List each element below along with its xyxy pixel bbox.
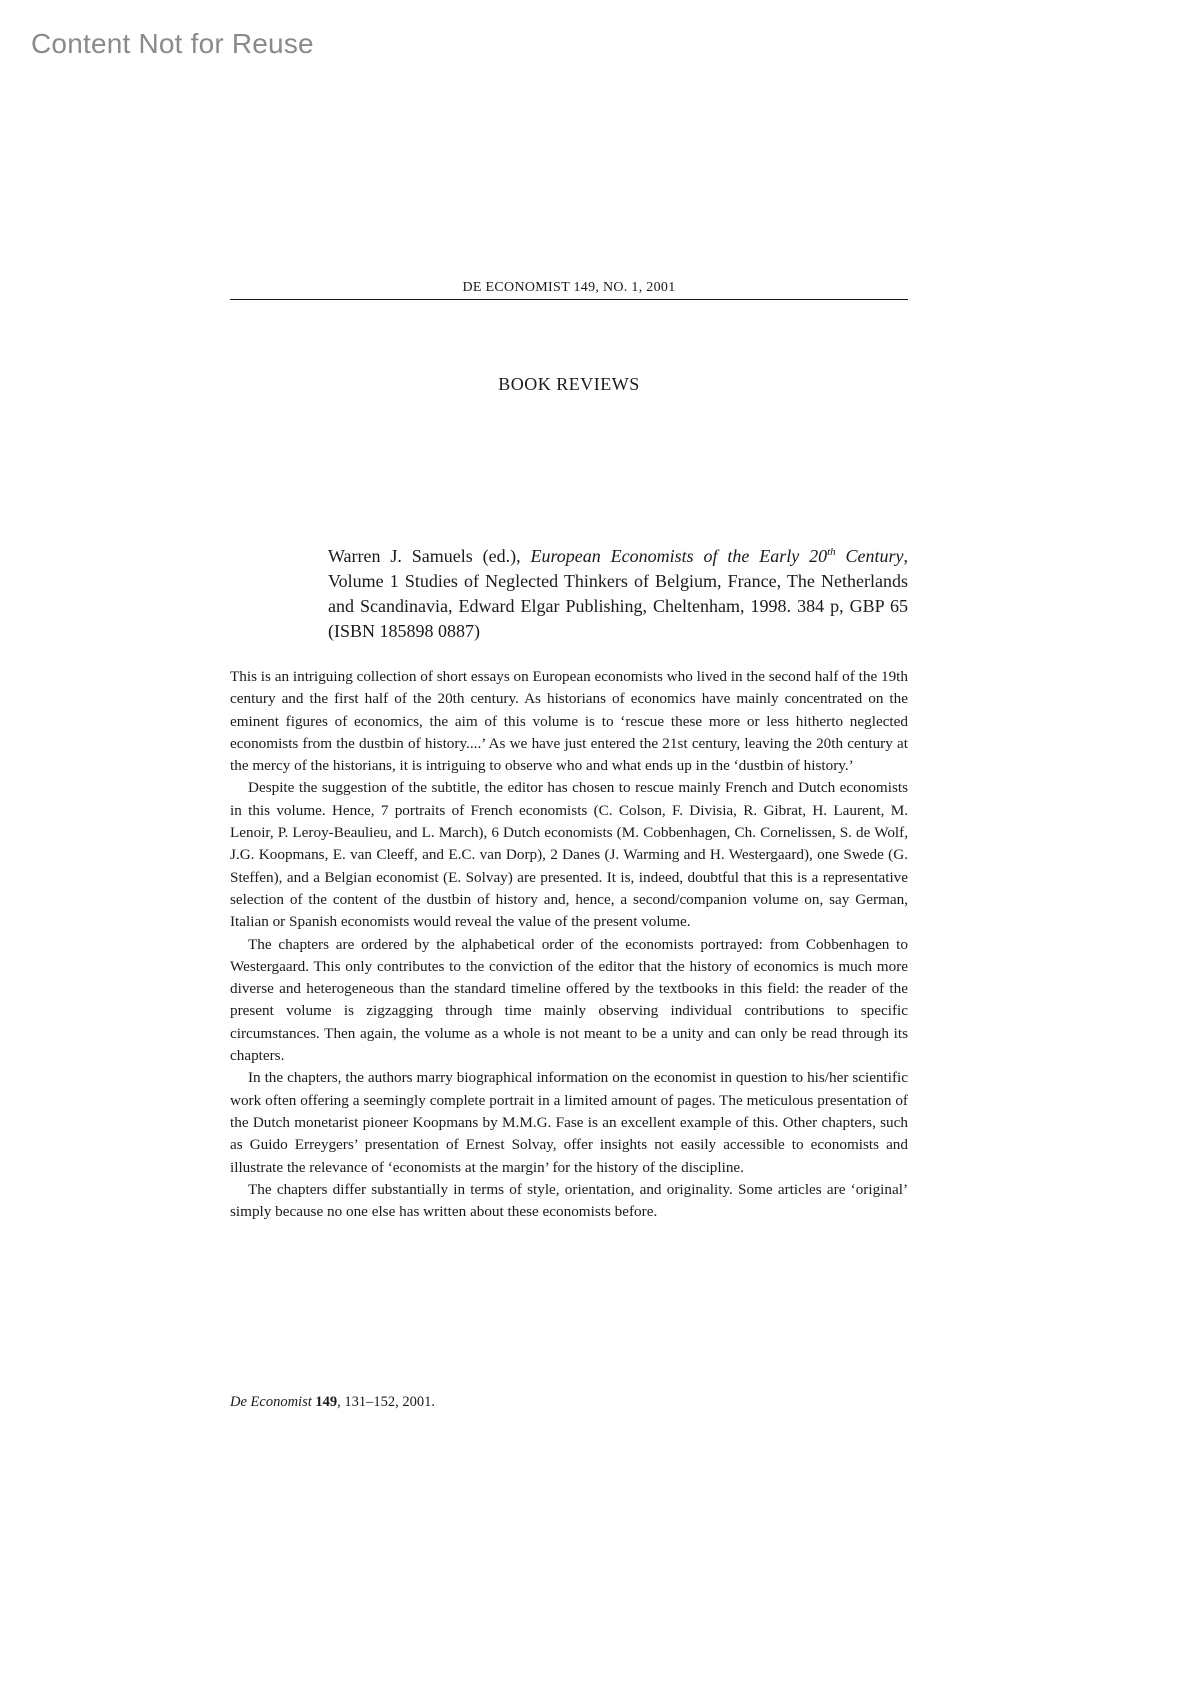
page-footer (230, 1394, 435, 1411)
paragraph-1: This is an intriguing collection of short essays on European economists who lived in the second half of the 19th century and the first half of the 20th century. As historians of economics have mainly concentrated on the eminent figures of economics, the aim of this volume is to ‘rescue these more or less hitherto neglected economists from the dustbin of history....’ As we have just entered the 21st century, leaving the 20th century at the mercy of the historians, it is intriguing to observe who and what ends up in the ‘dustbin of history.’ (230, 668, 908, 775)
citation-title-superscript: th (827, 546, 836, 558)
paragraph-2: Despite the suggestion of the subtitle, the editor has chosen to rescue mainly French and Dutch economists in this volume. Hence, 7 portraits of French economists (C. Colson, F. Divisia, R. Gibrat, H. Laurent, M. Lenoir, P. Leroy-Beaulieu, and L. March), 6 Dutch economists (M. Cobbenhagen, Ch. Cornelissen, S. de Wolf, J.G. Koopmans, E. van Cleeff, and E.C. van Dorp), 2 Danes (J. Warming and H. Westergaard), one Swede (G. Steffen), and a Belgian economist (E. Solvay) are presented. It is, indeed, doubtful that this is a representative selection of the content of the dustbin of history and, hence, a second/companion volume on, say German, Italian or Spanish economists would reveal the value of the present volume. (230, 779, 908, 931)
watermark: Content Not for Reuse (31, 28, 314, 59)
running-header: DE ECONOMIST 149, NO. 1, 2001 (230, 280, 908, 300)
citation-title: European Economists of the Early 20th Century (530, 546, 904, 566)
review-body (230, 666, 908, 1223)
paragraph-5: The chapters differ substantially in terms of style, orientation, and originality. Some articles are ‘original’ simply because no one else has written about these economists before. (230, 1180, 908, 1221)
footer-journal: De Economist (230, 1394, 312, 1410)
section-title: BOOK REVIEWS (498, 374, 640, 394)
paragraph-4: In the chapters, the authors marry biographical information on the economist in question to his/her scientific work often offering a seemingly complete portrait in a limited amount of pages. The meticulous presentation of the Dutch monetarist pioneer Koopmans by M.M.G. Fase is an excellent example of this. Other chapters, such as Guido Erreygers’ presentation of Ernest Solvay, offer insights not easily accessible to economists and illustrate the relevance of ‘economists at the margin’ for the history of the discipline. (230, 1069, 908, 1176)
footer-pages: , 131–152, 2001. (337, 1394, 435, 1410)
citation-author: Warren J. Samuels (ed.), (328, 546, 531, 566)
book-citation (328, 544, 908, 644)
citation-details: , Volume 1 Studies of Neglected Thinkers of Belgium, France, The Netherlands and Scandinavia, Edward Elgar Publishing, Cheltenham, 1998. 384 p, GBP 65 (ISBN 185898 0887) (328, 546, 909, 641)
footer-volume: 149 (315, 1394, 338, 1410)
paragraph-3: The chapters are ordered by the alphabetical order of the economists portrayed: from Cobbenhagen to Westergaard. This only contributes to the conviction of the editor that the history of economics is much more diverse and heterogeneous than the standard timeline offered by the textbooks in this field: the reader of the present volume is zigzagging through time mainly observing individual contributions to specific circumstances. Then again, the volume as a whole is not meant to be a unity and can only be read through its chapters. (230, 935, 908, 1065)
